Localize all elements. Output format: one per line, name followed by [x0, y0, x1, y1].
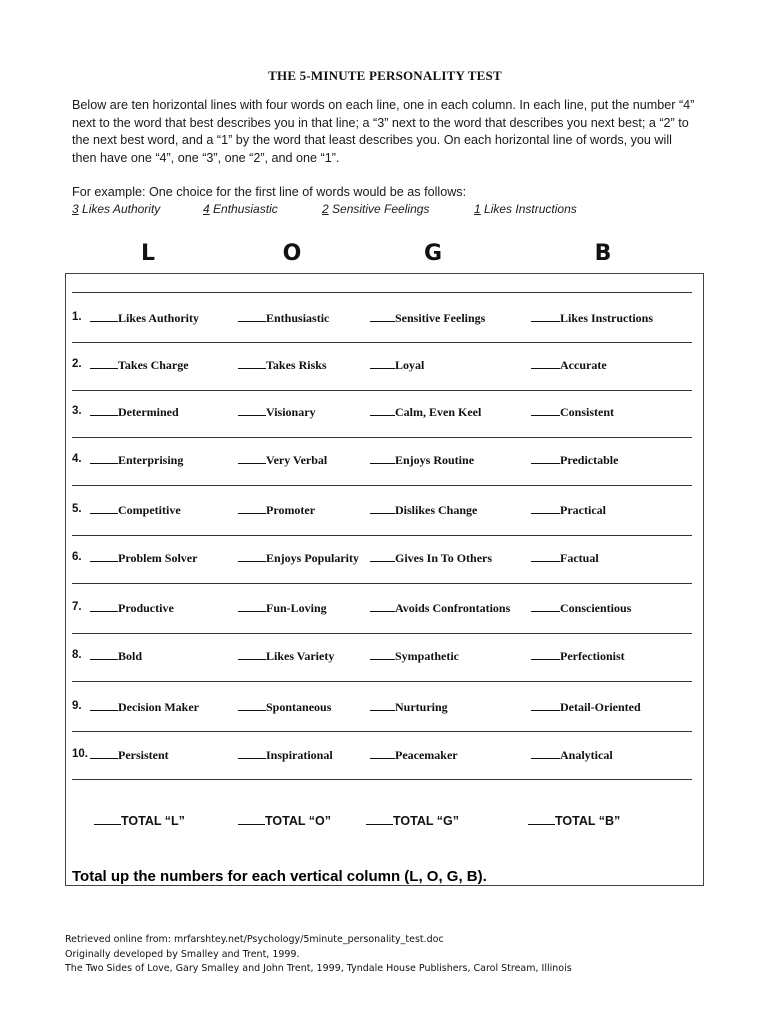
example-label: Likes Authority [82, 202, 161, 216]
answer-blank[interactable] [531, 311, 560, 322]
word-label: Analytical [560, 748, 613, 762]
word-choice-o[interactable] [238, 601, 327, 616]
answer-blank[interactable] [90, 311, 118, 322]
word-choice-b[interactable] [531, 551, 599, 566]
answer-blank[interactable] [531, 503, 560, 514]
word-choice-o[interactable] [238, 358, 327, 373]
answer-blank[interactable] [90, 453, 118, 464]
answer-blank[interactable] [370, 551, 395, 562]
word-label: Takes Risks [266, 358, 327, 372]
example-label: Likes Instructions [484, 202, 577, 216]
answer-blank[interactable] [238, 453, 266, 464]
word-choice-g[interactable] [370, 405, 481, 420]
row-divider [72, 437, 692, 438]
word-choice-b[interactable] [531, 649, 625, 664]
page-title: THE 5-MINUTE PERSONALITY TEST [268, 68, 502, 83]
row-divider [72, 535, 692, 536]
word-choice-b[interactable] [531, 700, 641, 715]
word-choice-b[interactable] [531, 311, 653, 326]
total-l[interactable]: TOTAL “L” [94, 814, 185, 828]
answer-blank[interactable] [370, 748, 395, 759]
word-label: Decision Maker [118, 700, 199, 714]
answer-blank[interactable] [531, 601, 560, 612]
word-choice-b[interactable] [531, 358, 607, 373]
example-choice [72, 202, 160, 216]
word-label: Spontaneous [266, 700, 332, 714]
answer-blank[interactable] [238, 405, 266, 416]
word-choice-l[interactable] [90, 748, 169, 763]
answer-blank[interactable] [90, 358, 118, 369]
footer-line: The Two Sides of Love, Gary Smalley and John Trent, 1999, Tyndale House Publishers, Carol Stream, Illinois [65, 963, 572, 974]
row-divider [72, 731, 692, 732]
footer-line: Originally developed by Smalley and Trent, 1999. [65, 948, 300, 960]
answer-blank[interactable] [238, 503, 266, 514]
answer-blank[interactable] [531, 551, 560, 562]
word-choice-b[interactable] [531, 748, 613, 763]
answer-blank[interactable] [238, 700, 266, 711]
footer-line: Retrieved online from: mrfarshtey.net/Psychology/5minute_personality_test.doc [65, 934, 444, 945]
answer-blank[interactable] [531, 453, 560, 464]
row-number: 3. [72, 405, 82, 417]
word-label: Problem Solver [118, 551, 198, 565]
word-label: Detail-Oriented [560, 700, 641, 714]
column-header-l: L [140, 241, 156, 266]
word-label: Factual [560, 551, 599, 565]
word-choice-o[interactable] [238, 748, 333, 763]
source-footer [65, 933, 572, 977]
answer-blank[interactable] [238, 649, 266, 660]
word-choice-o[interactable] [238, 700, 331, 715]
answer-blank[interactable] [90, 649, 118, 660]
word-choice-g[interactable] [370, 551, 492, 566]
word-label: Bold [118, 649, 143, 663]
word-label: Very Verbal [266, 453, 328, 467]
row-divider [72, 681, 692, 682]
word-choice-o[interactable] [238, 503, 315, 518]
example-label: Enthusiastic [213, 202, 278, 216]
word-choice-b[interactable] [531, 453, 618, 468]
column-header-g: G [423, 241, 443, 266]
word-label: Loyal [395, 358, 425, 372]
row-divider [72, 292, 692, 293]
row-number: 6. [72, 551, 82, 563]
word-label: Determined [118, 405, 179, 419]
row-number: 1. [72, 311, 82, 323]
word-label: Conscientious [560, 601, 632, 615]
answer-blank[interactable] [531, 700, 560, 711]
word-label: Enjoys Routine [395, 453, 475, 467]
answer-blank[interactable] [90, 503, 118, 514]
answer-blank[interactable] [238, 601, 266, 612]
word-label: Avoids Confrontations [395, 601, 511, 615]
answer-blank[interactable] [531, 405, 560, 416]
total-g[interactable]: TOTAL “G” [366, 814, 459, 828]
total-instruction: Total up the numbers for each vertical column (L, O, G, B). [72, 868, 487, 885]
answer-blank[interactable] [90, 405, 118, 416]
row-divider [72, 633, 692, 634]
answer-blank[interactable] [531, 649, 560, 660]
example-number: 2 [322, 202, 329, 216]
row-divider [72, 390, 692, 391]
answer-blank[interactable] [90, 748, 118, 759]
row-divider [72, 583, 692, 584]
word-label: Sensitive Feelings [395, 311, 486, 325]
word-label: Likes Variety [266, 649, 335, 663]
word-choice-b[interactable] [531, 503, 606, 518]
total-blank[interactable] [94, 814, 121, 825]
word-label: Sympathetic [395, 649, 459, 663]
word-choice-g[interactable] [370, 649, 459, 664]
instructions-paragraph: Below are ten horizontal lines with four words on each line, one in each column. In each line, put the number “4” next to the word that best describes you in that line; a “3” next to the word that describes you next best; a “2” to the next best word, and a “1” by the word that least describes you. On each horizontal line of words, you will then have one “4”, one “3”, one “2”, and one “1”. [72, 98, 695, 165]
word-label: Practical [560, 503, 606, 517]
example-number: 4 [203, 202, 210, 216]
word-label: Perfectionist [560, 649, 625, 663]
word-label: Nurturing [395, 700, 448, 714]
word-choice-l[interactable] [90, 601, 174, 616]
word-label: Takes Charge [118, 358, 189, 372]
word-label: Likes Instructions [560, 311, 654, 325]
answer-blank[interactable] [370, 503, 395, 514]
total-blank[interactable] [238, 814, 265, 825]
answer-blank[interactable] [370, 601, 395, 612]
word-choice-l[interactable] [90, 551, 197, 566]
word-label: Fun-Loving [266, 601, 327, 615]
word-choice-g[interactable] [370, 601, 510, 616]
word-choice-l[interactable] [90, 503, 181, 518]
answer-blank[interactable] [238, 311, 266, 322]
row-divider [72, 342, 692, 343]
total-b[interactable]: TOTAL “B” [528, 814, 620, 828]
word-choice-g[interactable] [370, 503, 477, 518]
word-label: Accurate [560, 358, 607, 372]
word-choice-o[interactable] [238, 649, 334, 664]
word-label: Promoter [266, 503, 316, 517]
example-label: Sensitive Feelings [332, 202, 430, 216]
word-choice-o[interactable] [238, 453, 327, 468]
word-choice-l[interactable] [90, 700, 199, 715]
word-label: Competitive [118, 503, 181, 517]
word-label: Dislikes Change [395, 503, 478, 517]
word-choice-b[interactable] [531, 601, 631, 616]
word-choice-g[interactable] [370, 748, 458, 763]
word-label: Gives In To Others [395, 551, 493, 565]
word-label: Calm, Even Keel [395, 405, 482, 419]
answer-blank[interactable] [531, 748, 560, 759]
example-number: 1 [474, 202, 481, 216]
answer-blank[interactable] [238, 358, 266, 369]
row-divider [72, 779, 692, 780]
word-choice-g[interactable] [370, 453, 474, 468]
total-o[interactable]: TOTAL “O” [238, 814, 331, 828]
answer-blank[interactable] [370, 649, 395, 660]
example-intro: For example: One choice for the first line of words would be as follows: [72, 185, 467, 199]
word-label: Visionary [266, 405, 316, 419]
answer-blank[interactable] [370, 405, 395, 416]
row-divider [72, 485, 692, 486]
word-label: Inspirational [266, 748, 333, 762]
word-label: Consistent [560, 405, 615, 419]
word-label: Likes Authority [118, 311, 200, 325]
word-choice-l[interactable] [90, 358, 189, 373]
column-header-b: B [594, 241, 612, 266]
answer-blank[interactable] [370, 358, 395, 369]
row-number: 8. [72, 649, 82, 661]
example-choice [322, 202, 429, 216]
word-choice-o[interactable] [238, 551, 359, 566]
word-choice-l[interactable] [90, 453, 183, 468]
word-label: Enthusiastic [266, 311, 330, 325]
word-label: Predictable [560, 453, 619, 467]
word-choice-g[interactable] [370, 358, 424, 373]
answer-blank[interactable] [370, 700, 395, 711]
total-blank[interactable] [366, 814, 393, 825]
column-header-o: O [282, 241, 302, 266]
word-choice-o[interactable] [238, 405, 316, 420]
row-number: 9. [72, 700, 82, 712]
total-blank[interactable] [528, 814, 555, 825]
example-choice [474, 202, 577, 216]
row-number: 10. [72, 748, 88, 760]
word-choice-l[interactable] [90, 405, 179, 420]
answer-blank[interactable] [238, 551, 266, 562]
word-label: Peacemaker [395, 748, 458, 762]
word-label: Enjoys Popularity [266, 551, 360, 565]
answer-blank[interactable] [370, 311, 395, 322]
example-choice [203, 202, 278, 216]
answer-blank[interactable] [90, 601, 118, 612]
answer-blank[interactable] [370, 453, 395, 464]
word-choice-l[interactable] [90, 311, 199, 326]
row-number: 5. [72, 503, 82, 515]
answer-blank[interactable] [90, 551, 118, 562]
example-number: 3 [72, 202, 79, 216]
word-label: Persistent [118, 748, 169, 762]
answer-blank[interactable] [90, 700, 118, 711]
word-choice-b[interactable] [531, 405, 614, 420]
word-choice-o[interactable] [238, 311, 329, 326]
row-number: 4. [72, 453, 82, 465]
word-label: Enterprising [118, 453, 184, 467]
word-label: Productive [118, 601, 174, 615]
row-number: 7. [72, 601, 82, 613]
word-choice-l[interactable] [90, 649, 142, 664]
row-number: 2. [72, 358, 82, 370]
answer-blank[interactable] [531, 358, 560, 369]
word-choice-g[interactable] [370, 311, 485, 326]
answer-blank[interactable] [238, 748, 266, 759]
word-choice-g[interactable] [370, 700, 448, 715]
